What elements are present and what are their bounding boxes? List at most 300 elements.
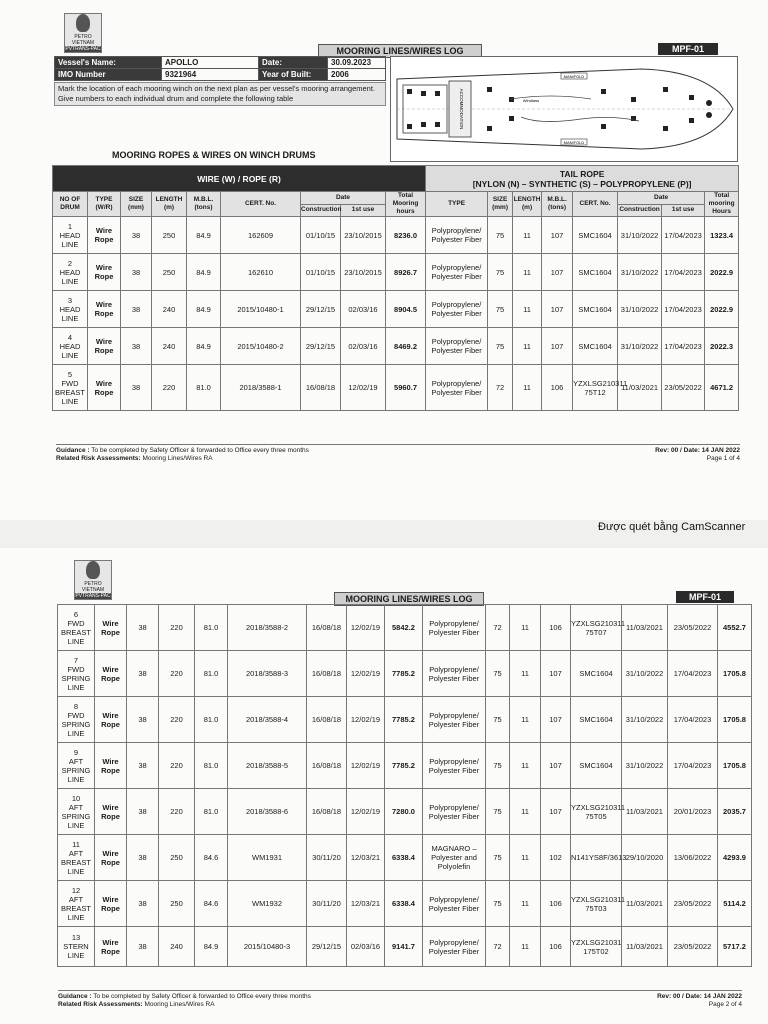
cell-tcert: SMC1604 <box>573 291 618 328</box>
cell-length: 250 <box>159 835 195 881</box>
cell-tsize: 75 <box>488 254 513 291</box>
cell-cert: 2015/10480-1 <box>221 291 301 328</box>
cell-tsize: 72 <box>486 605 510 651</box>
cell-tfirst: 17/04/2023 <box>662 328 705 365</box>
risk-text: Mooring Lines/Wires RA <box>142 455 213 462</box>
ship-mooring-plan <box>390 56 738 162</box>
drum-name: FWD SPRING LINE <box>61 710 91 738</box>
cell-cert: 162610 <box>221 254 301 291</box>
cell-length: 220 <box>159 605 195 651</box>
cell-cons: 16/08/18 <box>301 365 341 411</box>
cell-tcert: SMC1604 <box>571 743 622 789</box>
cell-hours: 7785.2 <box>385 651 423 697</box>
table-row <box>58 743 752 789</box>
plan-label-accommodation: ACCOMMODATION <box>459 88 464 130</box>
cell-ttype: Polypropylene/ Polyester Fiber <box>423 789 486 835</box>
cell-tfirst: 23/05/2022 <box>662 365 705 411</box>
cell-type: Wire Rope <box>95 881 127 927</box>
cell-ttype: Polypropylene/ Polyester Fiber <box>426 328 488 365</box>
cell-tmbl: 107 <box>542 217 573 254</box>
header-size: SIZE (mm) <box>121 192 152 217</box>
drum-number: 9 <box>73 747 79 757</box>
cell-tcons: 11/03/2021 <box>618 365 662 411</box>
header-tail-date: Date <box>618 192 705 205</box>
cell-ttype: Polypropylene/ Polyester Fiber <box>426 365 488 411</box>
cell-tmbl: 107 <box>541 651 571 697</box>
logo-text: PETRO VIETNAM <box>81 581 105 593</box>
cell-cert: 2018/3588-5 <box>228 743 307 789</box>
cell-drum <box>53 254 88 291</box>
cell-tmbl: 107 <box>541 743 571 789</box>
drum-name: FWD SPRING LINE <box>61 664 91 692</box>
cell-length: 220 <box>159 789 195 835</box>
table-row <box>53 217 739 254</box>
cell-tcons: 31/10/2022 <box>618 291 662 328</box>
cell-drum <box>58 881 95 927</box>
cell-tmbl: 107 <box>542 254 573 291</box>
table-row <box>58 881 752 927</box>
cell-hours: 7785.2 <box>385 743 423 789</box>
cell-mbl: 81.0 <box>195 651 228 697</box>
cell-tmbl: 102 <box>541 835 571 881</box>
cell-thours: 5114.2 <box>718 881 752 927</box>
cell-hours: 6338.4 <box>385 835 423 881</box>
header-date: Date <box>301 192 386 205</box>
cell-type: Wire Rope <box>88 217 121 254</box>
cell-mbl: 84.6 <box>195 881 228 927</box>
table-row <box>58 927 752 967</box>
cell-size: 38 <box>127 605 159 651</box>
cell-tfirst: 23/05/2022 <box>668 605 718 651</box>
cell-length: 250 <box>152 217 187 254</box>
flame-icon <box>86 561 100 579</box>
cell-hours: 6338.4 <box>385 881 423 927</box>
drum-number: 13 <box>71 933 81 942</box>
cell-type: Wire Rope <box>88 291 121 328</box>
cell-ttype: Polypropylene/ Polyester Fiber <box>426 217 488 254</box>
cell-thours: 4671.2 <box>705 365 739 411</box>
cell-hours: 8904.5 <box>386 291 426 328</box>
mooring-table-page2 <box>57 604 752 967</box>
cell-cert: 2018/3588-3 <box>228 651 307 697</box>
ship-outline-drawing <box>391 57 737 161</box>
vessel-name-value: APOLLO <box>162 57 259 69</box>
cell-drum <box>58 651 95 697</box>
vessel-name-label: Vessel's Name: <box>55 57 162 69</box>
cell-tfirst: 23/05/2022 <box>668 881 718 927</box>
drum-name: HEAD LINE <box>59 341 81 360</box>
cell-tcert: YZXLSG210311 75T05 <box>571 789 622 835</box>
cell-hours: 9141.7 <box>385 927 423 967</box>
cell-tfirst: 17/04/2023 <box>662 254 705 291</box>
cell-cert: 162609 <box>221 217 301 254</box>
cell-tcons: 11/03/2021 <box>622 605 668 651</box>
revision-info: Rev: 00 / Date: 14 JAN 2022 <box>657 993 742 1000</box>
header-tail-length: LENGTH (m) <box>513 192 542 217</box>
cell-cert: 2018/3588-4 <box>228 697 307 743</box>
cell-ttype: Polypropylene/ Polyester Fiber <box>423 881 486 927</box>
cell-tmbl: 107 <box>542 328 573 365</box>
cell-tcert: YZXLSG210311 75T12 <box>573 365 618 411</box>
header-tail-construction: Construction <box>618 204 662 217</box>
cell-first: 02/03/16 <box>347 927 385 967</box>
header-type-wr: TYPE (W/R) <box>88 192 121 217</box>
cell-first: 12/03/21 <box>347 835 385 881</box>
footer-page2 <box>58 990 742 1009</box>
cell-thours: 2035.7 <box>718 789 752 835</box>
header-tail-cert: CERT. No. <box>573 192 618 217</box>
header-tail-first-use: 1st use <box>662 204 705 217</box>
cell-tlen: 11 <box>513 217 542 254</box>
cell-tcons: 11/03/2021 <box>622 881 668 927</box>
cell-tfirst: 17/04/2023 <box>662 217 705 254</box>
cell-type: Wire Rope <box>95 743 127 789</box>
logo-text: PETRO VIETNAM <box>71 34 95 46</box>
cell-tcert: SMC1604 <box>573 328 618 365</box>
cell-length: 250 <box>159 881 195 927</box>
header-tail-type: TYPE <box>426 192 488 217</box>
form-code: MPF-01 <box>658 43 718 55</box>
cell-cons: 29/12/15 <box>307 927 347 967</box>
cell-tsize: 72 <box>486 927 510 967</box>
cell-tmbl: 106 <box>541 605 571 651</box>
cell-tcert: YZXLSG21031 175T02 <box>571 927 622 967</box>
cell-tcons: 31/10/2022 <box>618 217 662 254</box>
drum-name: FWD BREAST LINE <box>60 618 91 646</box>
drum-name: AFT BREAST LINE <box>60 894 91 922</box>
cell-first: 12/02/19 <box>347 743 385 789</box>
cell-first: 12/02/19 <box>347 697 385 743</box>
cell-drum <box>58 927 95 967</box>
cell-first: 02/03/16 <box>341 328 386 365</box>
cell-tlen: 11 <box>510 651 541 697</box>
header-construction: Construction <box>301 204 341 217</box>
cell-hours: 8469.2 <box>386 328 426 365</box>
cell-thours: 1323.4 <box>705 217 739 254</box>
cell-tcert: SMC1604 <box>573 254 618 291</box>
cell-cons: 16/08/18 <box>307 743 347 789</box>
cell-type: Wire Rope <box>95 605 127 651</box>
cell-cert: 2015/10480-2 <box>221 328 301 365</box>
cell-tmbl: 106 <box>541 881 571 927</box>
cell-tcons: 11/03/2021 <box>622 927 668 967</box>
cell-mbl: 84.6 <box>195 835 228 881</box>
header-cert: CERT. No. <box>221 192 301 217</box>
cell-type: Wire Rope <box>95 927 127 967</box>
cell-tcons: 31/10/2022 <box>618 328 662 365</box>
cell-cons: 30/11/20 <box>307 835 347 881</box>
cell-drum <box>58 743 95 789</box>
imo-label: IMO Number <box>55 69 162 81</box>
tail-rope-subtitle: [NYLON (N) – SYNTHETIC (S) – POLYPROPYLENE (P)] <box>472 178 692 189</box>
cell-mbl: 81.0 <box>195 605 228 651</box>
cell-size: 38 <box>121 217 152 254</box>
cell-length: 220 <box>159 651 195 697</box>
cell-tcert: SMC1604 <box>571 697 622 743</box>
header-length: LENGTH (m) <box>152 192 187 217</box>
cell-tmbl: 106 <box>541 927 571 967</box>
cell-size: 38 <box>121 328 152 365</box>
header-tail-mbl: M.B.L. (tons) <box>542 192 573 217</box>
cell-tcons: 11/03/2021 <box>622 789 668 835</box>
cell-type: Wire Rope <box>95 789 127 835</box>
drum-name: HEAD LINE <box>59 304 81 323</box>
cell-tcert: SMC1604 <box>573 217 618 254</box>
cell-ttype: Polypropylene/ Polyester Fiber <box>426 291 488 328</box>
cell-tsize: 75 <box>486 789 510 835</box>
cell-mbl: 81.0 <box>195 789 228 835</box>
cell-ttype: Polypropylene/ Polyester Fiber <box>426 254 488 291</box>
guidance-text: To be completed by Safety Officer & forwarded to Office every three months <box>91 447 309 454</box>
cell-type: Wire Rope <box>95 697 127 743</box>
cell-size: 38 <box>127 927 159 967</box>
cell-size: 38 <box>127 743 159 789</box>
cell-mbl: 84.9 <box>187 217 221 254</box>
cell-tlen: 11 <box>513 291 542 328</box>
cell-tlen: 11 <box>510 743 541 789</box>
guidance-text: To be completed by Safety Officer & forwarded to Office every three months <box>93 993 311 1000</box>
cell-ttype: Polypropylene/ Polyester Fiber <box>423 651 486 697</box>
header-mbl: M.B.L. (tons) <box>187 192 221 217</box>
cell-ttype: Polypropylene/ Polyester Fiber <box>423 927 486 967</box>
cell-tcons: 31/10/2022 <box>622 697 668 743</box>
cell-tfirst: 17/04/2023 <box>662 291 705 328</box>
cell-tlen: 11 <box>513 254 542 291</box>
cell-cons: 16/08/18 <box>307 697 347 743</box>
cell-drum <box>53 328 88 365</box>
cell-size: 38 <box>121 365 152 411</box>
table-row <box>53 254 739 291</box>
table-row <box>58 697 752 743</box>
cell-length: 240 <box>152 328 187 365</box>
cell-drum <box>58 789 95 835</box>
cell-size: 38 <box>121 254 152 291</box>
table-row <box>58 835 752 881</box>
cell-drum <box>58 605 95 651</box>
cell-tsize: 75 <box>486 651 510 697</box>
drum-name: STERN LINE <box>63 942 89 960</box>
drum-number: 4 <box>67 332 73 342</box>
cell-size: 38 <box>121 291 152 328</box>
cell-length: 220 <box>152 365 187 411</box>
cell-cert: 2018/3588-6 <box>228 789 307 835</box>
date-label: Date: <box>259 57 328 69</box>
cell-ttype: Polypropylene/ Polyester Fiber <box>423 605 486 651</box>
plan-label-manifold-port: MANIFOLD <box>563 74 585 79</box>
cell-tfirst: 13/06/2022 <box>668 835 718 881</box>
cell-cons: 30/11/20 <box>307 881 347 927</box>
cell-size: 38 <box>127 697 159 743</box>
cell-tlen: 11 <box>510 605 541 651</box>
cell-thours: 2022.3 <box>705 328 739 365</box>
cell-tlen: 11 <box>510 927 541 967</box>
table-row <box>58 605 752 651</box>
cell-drum <box>53 217 88 254</box>
cell-thours: 1705.8 <box>718 651 752 697</box>
drum-number: 3 <box>67 295 73 305</box>
cell-drum <box>58 835 95 881</box>
company-logo <box>64 13 102 53</box>
drum-number: 11 <box>72 839 80 849</box>
drum-number: 6 <box>73 609 79 619</box>
cell-tsize: 75 <box>488 328 513 365</box>
cell-ttype: Polypropylene/ Polyester Fiber <box>423 743 486 789</box>
table-row <box>53 365 739 411</box>
cell-cons: 29/12/15 <box>301 291 341 328</box>
risk-text: Mooring Lines/Wires RA <box>144 1001 215 1008</box>
cell-thours: 1705.8 <box>718 697 752 743</box>
cell-tcons: 29/10/2020 <box>622 835 668 881</box>
cell-thours: 4293.9 <box>718 835 752 881</box>
cell-first: 23/10/2015 <box>341 217 386 254</box>
cell-drum <box>53 365 88 411</box>
cell-tmbl: 107 <box>541 789 571 835</box>
tail-rope-title: TAIL ROPE <box>559 168 605 179</box>
header-tail-total: Total mooring Hours <box>705 192 739 217</box>
cell-tcert: N141YS8F/3613 <box>571 835 622 881</box>
log-title: MOORING LINES/WIRES LOG <box>318 44 482 58</box>
cell-cert: 2015/10480-3 <box>228 927 307 967</box>
cell-tcert: YZXLSG210311 75T03 <box>571 881 622 927</box>
section-title: MOORING ROPES & WIRES ON WINCH DRUMS <box>112 150 316 160</box>
cell-first: 12/02/19 <box>347 789 385 835</box>
logo-subtext: PVTRANS-PAC <box>65 46 101 52</box>
year-built-value: 2006 <box>328 69 386 81</box>
risk-label: Related Risk Assessments: <box>56 455 141 462</box>
cell-tfirst: 17/04/2023 <box>668 651 718 697</box>
log-page-2 <box>0 548 768 1024</box>
cell-size: 38 <box>127 789 159 835</box>
cell-tlen: 11 <box>510 835 541 881</box>
table-row <box>53 328 739 365</box>
risk-label: Related Risk Assessments: <box>58 1001 143 1008</box>
cell-size: 38 <box>127 835 159 881</box>
cell-tsize: 75 <box>486 835 510 881</box>
cell-length: 250 <box>152 254 187 291</box>
cell-first: 23/10/2015 <box>341 254 386 291</box>
drum-name: HEAD LINE <box>59 230 81 249</box>
cell-size: 38 <box>127 651 159 697</box>
cell-type: Wire Rope <box>88 254 121 291</box>
cell-hours: 7280.0 <box>385 789 423 835</box>
table-row <box>58 651 752 697</box>
cell-size: 38 <box>127 881 159 927</box>
cell-tsize: 75 <box>488 291 513 328</box>
cell-cons: 01/10/15 <box>301 254 341 291</box>
cell-tfirst: 17/04/2023 <box>668 697 718 743</box>
cell-first: 12/02/19 <box>341 365 386 411</box>
cell-thours: 2022.9 <box>705 291 739 328</box>
drum-number: 7 <box>73 655 79 665</box>
header-first-use: 1st use <box>341 204 386 217</box>
cell-first: 02/03/16 <box>341 291 386 328</box>
cell-thours: 2022.9 <box>705 254 739 291</box>
drum-number: 2 <box>67 258 73 268</box>
drum-name: HEAD LINE <box>59 267 81 286</box>
year-built-label: Year of Built: <box>259 69 328 81</box>
cell-length: 220 <box>159 697 195 743</box>
cell-thours: 1705.8 <box>718 743 752 789</box>
cell-tmbl: 107 <box>541 697 571 743</box>
flame-icon <box>76 14 90 32</box>
page-number: Page 2 of 4 <box>708 1001 742 1008</box>
cell-drum <box>53 291 88 328</box>
cell-hours: 5960.7 <box>386 365 426 411</box>
cell-tmbl: 107 <box>542 291 573 328</box>
cell-cons: 16/08/18 <box>307 651 347 697</box>
imo-value: 9321964 <box>162 69 259 81</box>
plan-label-manifold-stbd: MANIFOLD <box>563 140 585 145</box>
cell-tcons: 31/10/2022 <box>618 254 662 291</box>
cell-tsize: 75 <box>488 217 513 254</box>
table-row <box>58 789 752 835</box>
cell-tlen: 11 <box>510 697 541 743</box>
cell-mbl: 84.9 <box>187 328 221 365</box>
cell-thours: 5717.2 <box>718 927 752 967</box>
cell-tfirst: 20/01/2023 <box>668 789 718 835</box>
cell-length: 220 <box>159 743 195 789</box>
cell-type: Wire Rope <box>88 328 121 365</box>
cell-type: Wire Rope <box>95 835 127 881</box>
cell-tfirst: 23/05/2022 <box>668 927 718 967</box>
cell-cons: 16/08/18 <box>307 789 347 835</box>
cell-cons: 16/08/18 <box>307 605 347 651</box>
cell-type: Wire Rope <box>88 365 121 411</box>
cell-tmbl: 106 <box>542 365 573 411</box>
cell-mbl: 84.9 <box>195 927 228 967</box>
cell-tsize: 75 <box>486 743 510 789</box>
header-no-of-drum: NO OF DRUM <box>53 192 88 217</box>
mooring-table-page1 <box>52 165 739 411</box>
guidance-label: Guidance : <box>56 447 90 454</box>
header-total-hours: Total Mooring hours <box>386 192 426 217</box>
cell-type: Wire Rope <box>95 651 127 697</box>
drum-number: 5 <box>67 369 73 379</box>
cell-tcert: SMC1604 <box>571 651 622 697</box>
cell-tsize: 75 <box>486 697 510 743</box>
drum-number: 1 <box>67 221 73 231</box>
cell-tlen: 11 <box>513 365 542 411</box>
wire-rope-banner: WIRE (W) / ROPE (R) <box>53 166 426 192</box>
cell-tlen: 11 <box>510 789 541 835</box>
cell-cert: WM1932 <box>228 881 307 927</box>
drum-number: 10 <box>71 793 81 803</box>
cell-tcons: 31/10/2022 <box>622 651 668 697</box>
cell-length: 240 <box>152 291 187 328</box>
drum-number: 12 <box>71 885 81 895</box>
cell-first: 12/03/21 <box>347 881 385 927</box>
vessel-info-table <box>54 56 386 81</box>
logo-subtext: PVTRANS-PAC <box>75 593 111 599</box>
cell-ttype: MAGNARO – Polyester and Polyolefin <box>423 835 486 881</box>
form-code: MPF-01 <box>676 591 734 603</box>
cell-hours: 7785.2 <box>385 697 423 743</box>
cell-mbl: 84.9 <box>187 291 221 328</box>
header-tail-size: SIZE (mm) <box>488 192 513 217</box>
cell-cert: WM1931 <box>228 835 307 881</box>
cell-tcons: 31/10/2022 <box>622 743 668 789</box>
cell-hours: 8926.7 <box>386 254 426 291</box>
tail-rope-banner <box>426 166 739 192</box>
drum-number: 8 <box>73 701 79 711</box>
drum-name: AFT SPRING LINE <box>61 802 91 830</box>
cell-tcert: YZXLSG210311 75T07 <box>571 605 622 651</box>
cell-tsize: 72 <box>488 365 513 411</box>
footer-page1 <box>56 444 740 463</box>
cell-tfirst: 17/04/2023 <box>668 743 718 789</box>
cell-hours: 8236.0 <box>386 217 426 254</box>
cell-tlen: 11 <box>513 328 542 365</box>
